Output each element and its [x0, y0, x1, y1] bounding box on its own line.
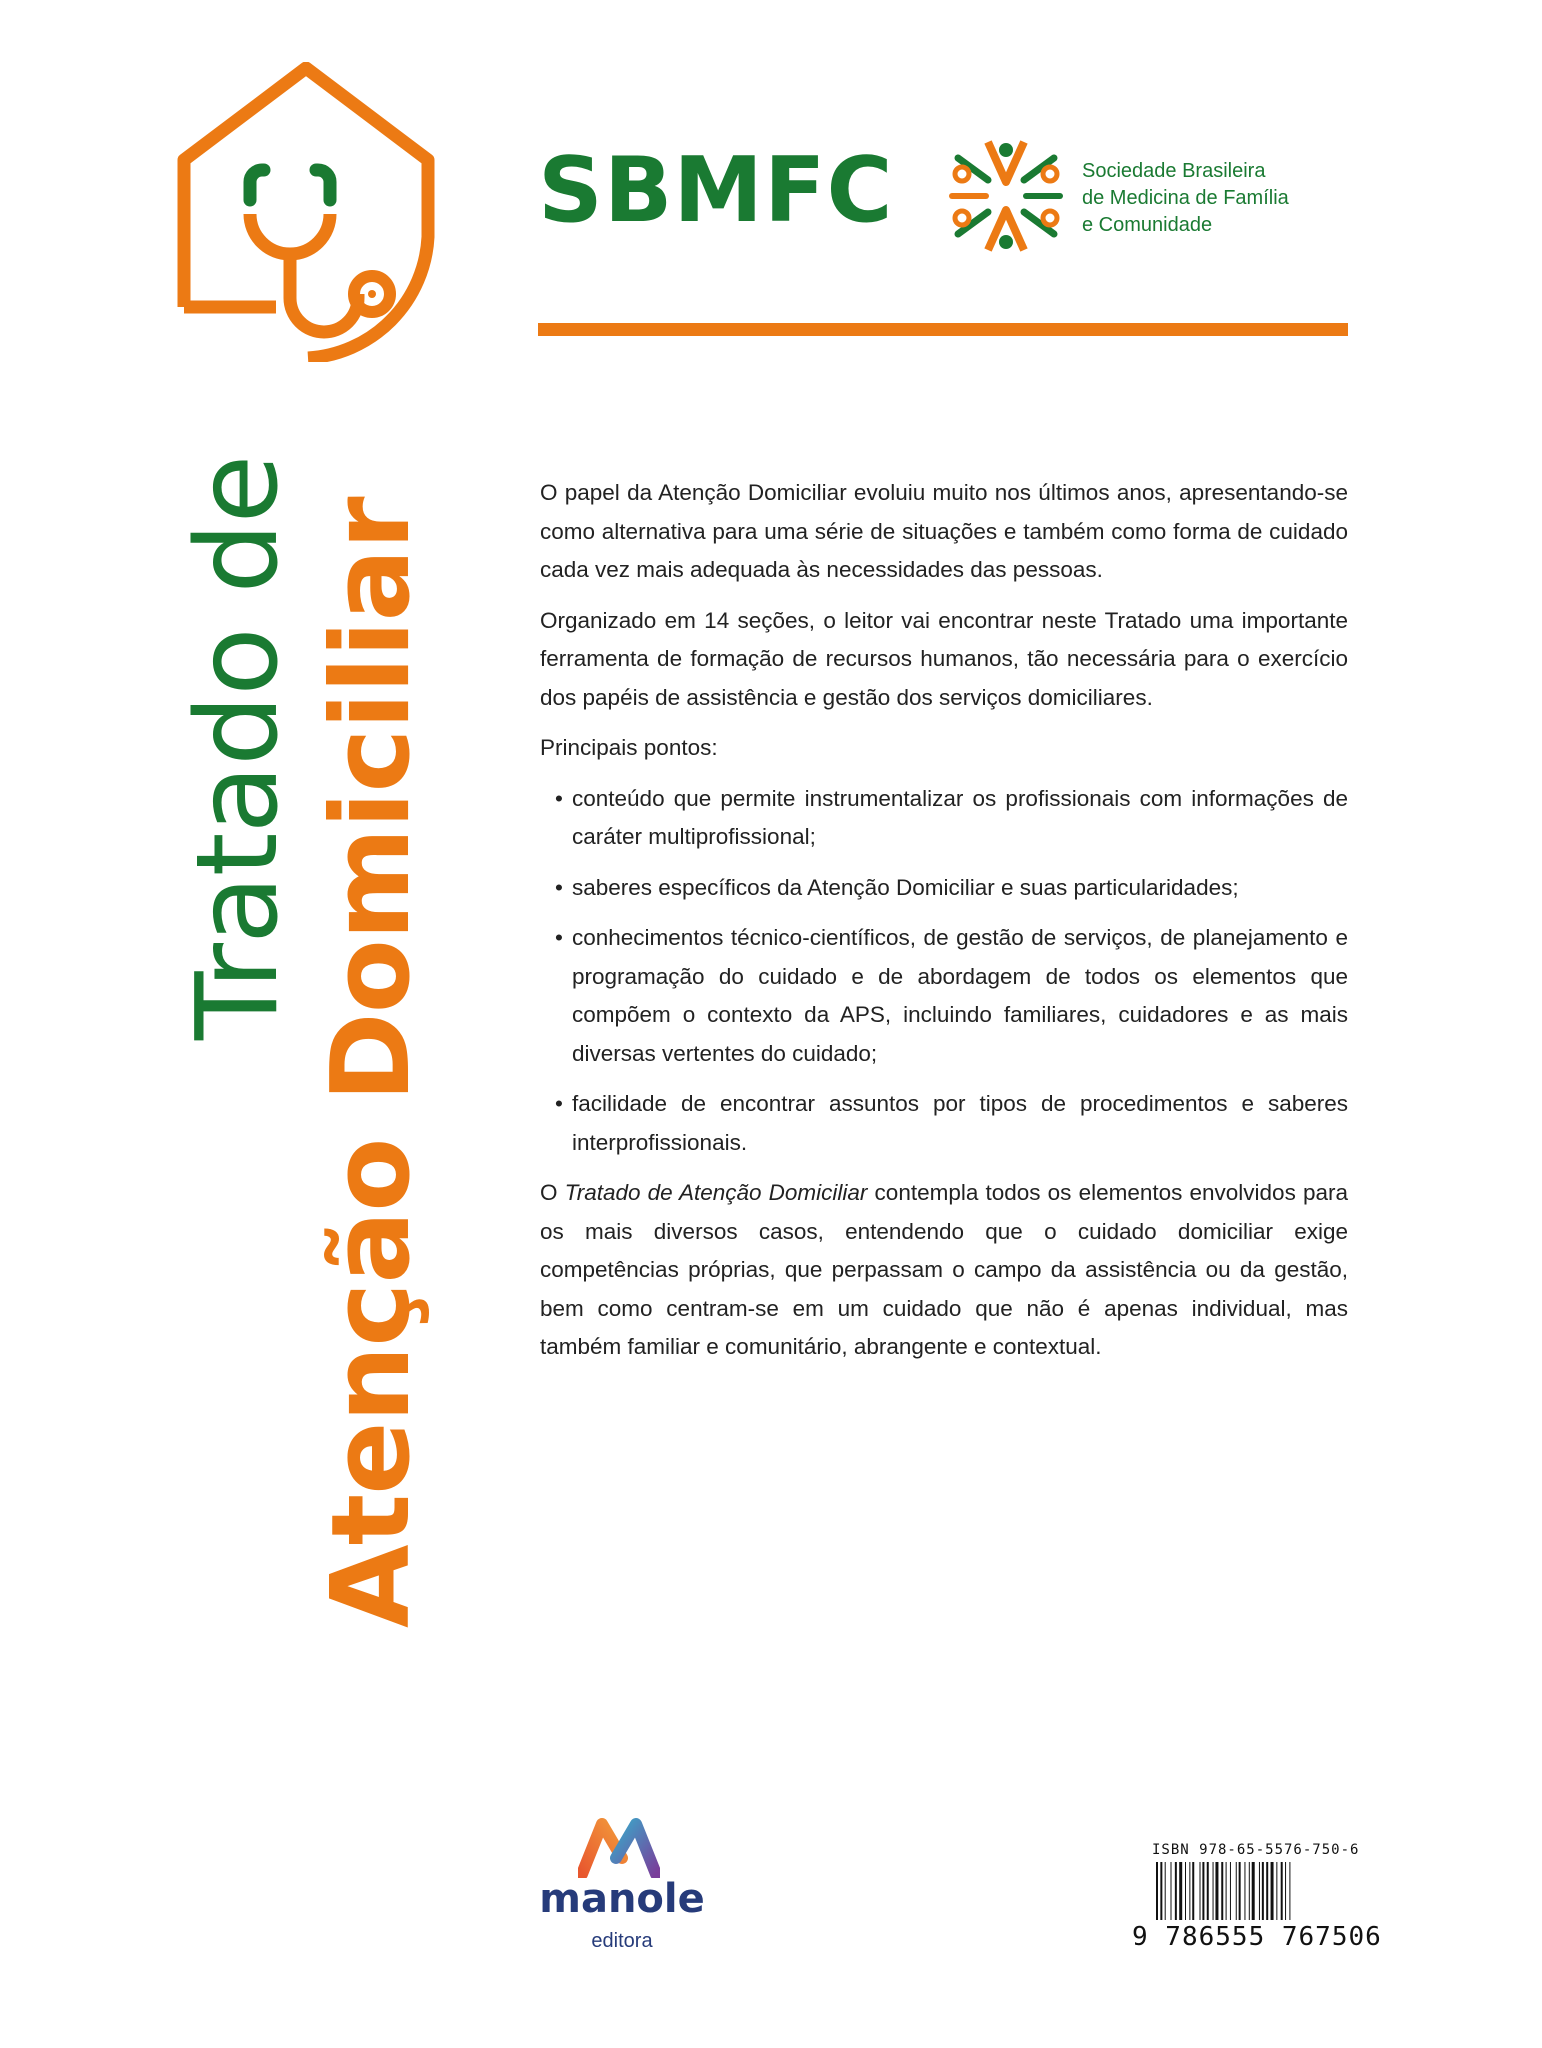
- spine-title-line-1: Tratado de: [173, 455, 303, 1040]
- sbmfc-full-name: [1082, 158, 1289, 239]
- organization-paragraph: Organizado em 14 seções, o leitor vai encontrar neste Tratado uma importante ferramenta de formação de recursos humanos, tão necessária para o exercício dos papéis de assistência e gestão dos serviços domiciliares.: [540, 607, 1348, 710]
- points-list: [540, 780, 1348, 1163]
- book-title-italic: Tratado de Atenção Domiciliar: [564, 1180, 868, 1205]
- list-item: • saberes específicos da Atenção Domiciliar e suas particularidades;: [572, 869, 1348, 908]
- list-item: • conteúdo que permite instrumentalizar os profissionais com informações de caráter multiprofissional;: [572, 780, 1348, 857]
- isbn-label: ISBN 978-65-5576-750-6: [1152, 1842, 1360, 1858]
- list-item: • facilidade de encontrar assuntos por tipos de procedimentos e saberes interprofissionais.: [572, 1085, 1348, 1162]
- sbmfc-name-line-1: Sociedade Brasileira: [1082, 160, 1266, 182]
- intro-paragraph: O papel da Atenção Domiciliar evoluiu muito nos últimos anos, apresentando-se como alternativa para uma série de situações e também como forma de cuidado cada vez mais adequada às necessidades das pessoas.: [540, 480, 1348, 582]
- publisher-name: manole: [539, 1876, 705, 1922]
- closing-prefix: O: [540, 1180, 565, 1205]
- points-heading: Principais pontos:: [540, 735, 718, 760]
- sbmfc-name-line-3: e Comunidade: [1082, 214, 1213, 236]
- spine-title-line-2: Atenção Domiciliar: [309, 497, 434, 1628]
- manole-logo-icon: [578, 1818, 660, 1878]
- barcode-digits: 9 786555 767506: [1132, 1922, 1382, 1952]
- sbmfc-acronym: SBMFC: [538, 138, 894, 243]
- barcode-icon: [1156, 1862, 1346, 1920]
- back-cover-text: [540, 474, 1348, 1379]
- list-item: • conhecimentos técnico-científicos, de gestão de serviços, de planejamento e programação do cuidado e de abordagem de todos os elementos que compõem o contexto da APS, incluindo familiares, cuidadores e as mais diversas vertentes do cuidado;: [572, 919, 1348, 1073]
- header-divider: [538, 323, 1348, 336]
- closing-paragraph: [540, 1174, 1348, 1367]
- sbmfc-emblem-icon: [948, 138, 1064, 254]
- house-stethoscope-logo: [176, 62, 436, 362]
- sbmfc-name-line-2: de Medicina de Família: [1082, 187, 1289, 209]
- publisher-subtitle: editora: [591, 1930, 653, 1952]
- closing-rest: contempla todos os elementos envolvidos para os mais diversos casos, entendendo que o cuidado domiciliar exige competências próprias, que perpassam o campo da assistência ou da gestão, bem como centram-se em um cuidado que não é apenas individual, mas também familiar e comunitário, abrangente e contextual.: [540, 1180, 1348, 1359]
